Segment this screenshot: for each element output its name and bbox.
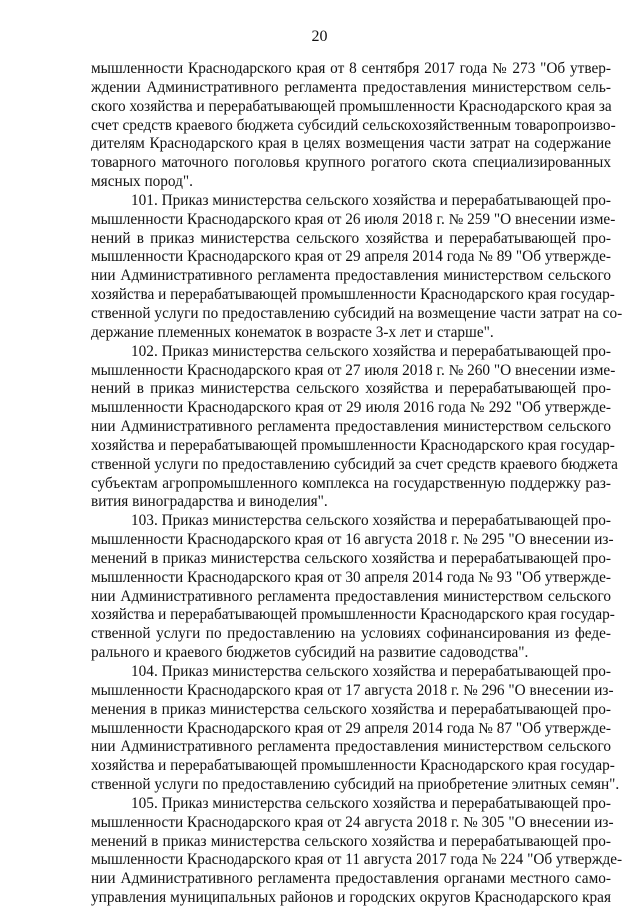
text-line: мышленности Краснодарского края от 17 августа 2018 г. № 296 "О внесении из- [91, 681, 614, 699]
text-line: ственной услуги по предоставлению субсидий за счет средств краевого бюджета [91, 455, 618, 473]
text-line: мышленности Краснодарского края от 11 августа 2017 года № 224 "Об утвержде- [91, 851, 623, 869]
text-line: держание племенных конематок в возрасте 3-х лет и старше". [91, 323, 494, 341]
text-line: ственной услуги по предоставлению на условиях софинансирования из феде- [91, 625, 611, 643]
text-line: мышленности Краснодарского края от 29 апреля 2014 года № 89 "Об утвержде- [91, 248, 611, 266]
text-line: управления муниципальных районов и городских округов Краснодарского края [91, 889, 611, 907]
text-line: ственной услуги по предоставлению субсидий на возмещение части затрат на со- [91, 304, 623, 322]
text-line: нии Административного регламента предоставления министерством сельского [91, 418, 611, 436]
text-line: менений в приказ министерства сельского хозяйства и перерабатывающей про- [91, 832, 611, 850]
text-line: нии Административного регламента предоставления органами местного само- [91, 870, 611, 888]
text-line: ждении Административного регламента предоставления министерством сель- [91, 78, 611, 96]
text-line: менений в приказ министерства сельского хозяйства и перерабатывающей про- [91, 549, 611, 567]
text-line: хозяйства и перерабатывающей промышленности Краснодарского края государ- [91, 757, 615, 775]
text-line: ственной услуги по предоставлению субсидий на приобретение элитных семян". [91, 776, 620, 794]
text-line: рального и краевого бюджетов субсидий на развитие садоводства". [91, 644, 529, 662]
text-line: субъектам агропромышленного комплекса на государственную поддержку раз- [91, 474, 611, 492]
text-line: мышленности Краснодарского края от 29 апреля 2014 года № 87 "Об утвержде- [91, 719, 611, 737]
text-line: хозяйства и перерабатывающей промышленности Краснодарского края государ- [91, 286, 615, 304]
text-line: вития виноградарства и виноделия". [91, 493, 328, 511]
text-line: нии Административного регламента предоставления министерством сельского [91, 738, 611, 756]
text-line: мышленности Краснодарского края от 26 июля 2018 г. № 259 "О внесении изме- [91, 210, 616, 228]
text-line: нений в приказ министерства сельского хозяйства и перерабатывающей про- [91, 380, 611, 398]
text-line: мышленности Краснодарского края от 29 июля 2016 года № 292 "Об утвержде- [91, 399, 611, 417]
text-line: ского хозяйства и перерабатывающей промышленности Краснодарского края за [91, 97, 612, 115]
text-line: дителям Краснодарского края в целях возмещения части затрат на содержание [91, 135, 611, 153]
text-line: счет средств краевого бюджета субсидий сельскохозяйственным товаропроизво- [91, 116, 616, 134]
text-line: мышленности Краснодарского края от 16 августа 2018 г. № 295 "О внесении из- [91, 531, 614, 549]
text-line: менения в приказ министерства сельского хозяйства и перерабатывающей про- [91, 700, 611, 718]
text-line: товарного маточного поголовья крупного рогатого скота специализированных [91, 154, 611, 172]
text-line: мышленности Краснодарского края от 24 августа 2018 г. № 305 "О внесении из- [91, 813, 614, 831]
paragraph [91, 794, 623, 908]
text-line: мышленности Краснодарского края от 8 сентября 2017 года № 273 "Об утвер- [91, 60, 611, 77]
text-line: мышленности Краснодарского края от 27 июля 2018 г. № 260 "О внесении изме- [91, 361, 616, 379]
text-line: нии Административного регламента предоставления министерством сельского [91, 587, 611, 605]
page-number: 20 [311, 28, 328, 45]
text-line: 104. Приказ министерства сельского хозяйства и перерабатывающей про- [131, 663, 611, 680]
paragraph [91, 60, 616, 192]
text-line: 103. Приказ министерства сельского хозяйства и перерабатывающей про- [131, 512, 611, 530]
text-line: нии Административного регламента предоставления министерством сельского [91, 267, 611, 285]
text-line: 105. Приказ министерства сельского хозяйства и перерабатывающей про- [131, 794, 611, 812]
paragraph [91, 663, 620, 795]
text-line: хозяйства и перерабатывающей промышленности Краснодарского края государ- [91, 606, 615, 624]
text-line: мышленности Краснодарского края от 30 апреля 2014 года № 93 "Об утвержде- [91, 568, 611, 586]
text-line: нений в приказ министерства сельского хозяйства и перерабатывающей про- [91, 229, 611, 247]
text-line: 102. Приказ министерства сельского хозяйства и перерабатывающей про- [131, 342, 611, 360]
document-body [91, 60, 623, 908]
paragraph [91, 191, 623, 343]
text-line: хозяйства и перерабатывающей промышленности Краснодарского края государ- [91, 436, 615, 454]
paragraph [91, 512, 615, 663]
text-line: 101. Приказ министерства сельского хозяйства и перерабатывающей про- [131, 191, 611, 209]
paragraph [91, 342, 618, 513]
text-line: мясных пород". [91, 173, 193, 191]
